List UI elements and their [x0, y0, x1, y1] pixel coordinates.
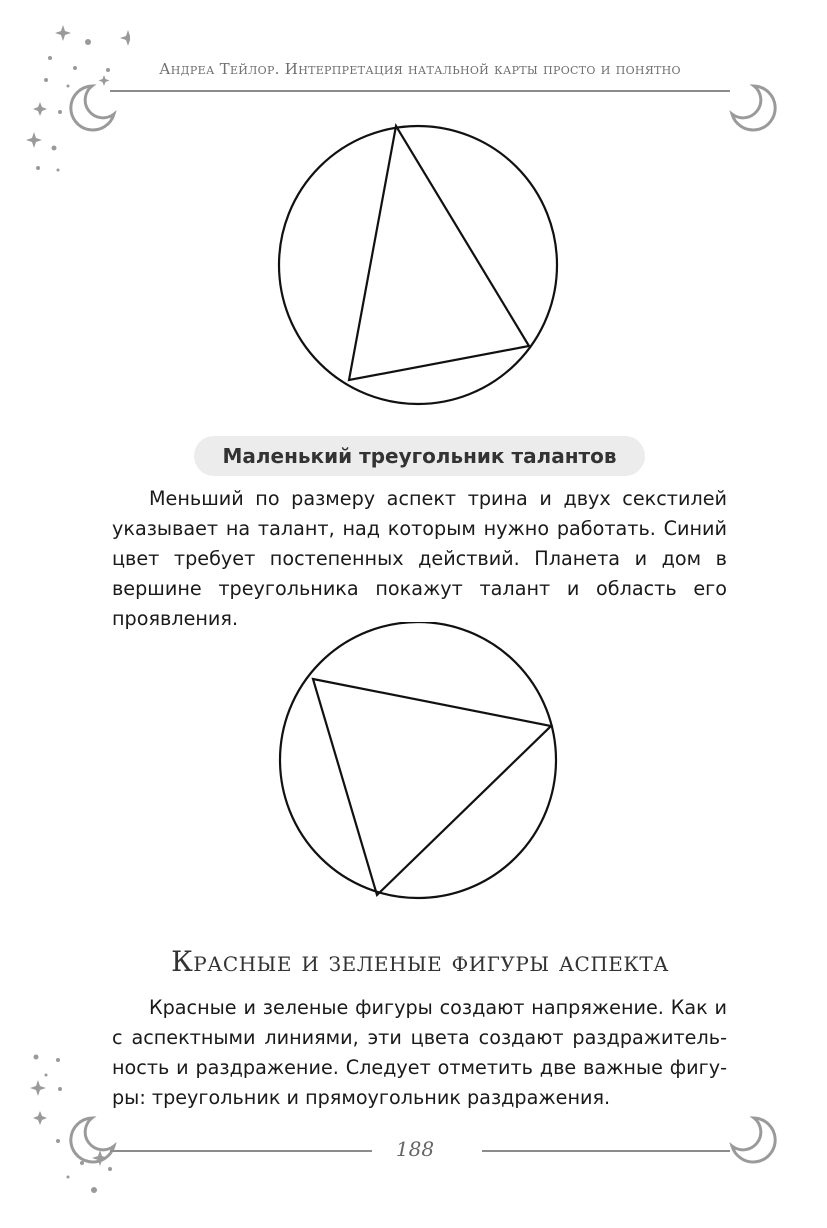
figure-small-triangle — [0, 622, 827, 912]
running-header: Андреа Тейлор. Интерпретация натальной карты просто и понятно — [159, 60, 681, 78]
subheading-pill: Маленький треугольник талантов — [194, 436, 645, 476]
section-title: Красные и зеленые фигуры аспекта — [171, 945, 669, 978]
page-number: 188 — [395, 1137, 435, 1161]
figure-large-triangle — [0, 118, 827, 418]
paragraph-1 — [112, 484, 727, 634]
circle-outline — [279, 126, 557, 404]
paragraph-2 — [112, 993, 727, 1113]
crescent-moon-icon — [62, 1112, 122, 1172]
triangle-outline — [313, 679, 551, 895]
header-rule — [110, 90, 730, 92]
crescent-moon-icon — [724, 1112, 784, 1172]
footer-rule-right — [482, 1150, 730, 1152]
paragraph-2-text: Красные и зеленые фигуры создают напряжение. Как и с аспектными линиями, эти цвета создают раздражительность и раздражение. Следует отметить две важные фигуры: треугольник и прямоугольник раздражения. — [112, 996, 727, 1109]
paragraph-1-text: Меньший по размеру аспект трина и двух секстилей указывает на талант, над которым нужно работать. Синий цвет требует постепенных действий. Планета и дом в вершине треугольника покажут талант и область его проявления. — [112, 487, 727, 630]
footer-rule-left — [110, 1150, 372, 1152]
triangle-outline — [349, 126, 529, 380]
